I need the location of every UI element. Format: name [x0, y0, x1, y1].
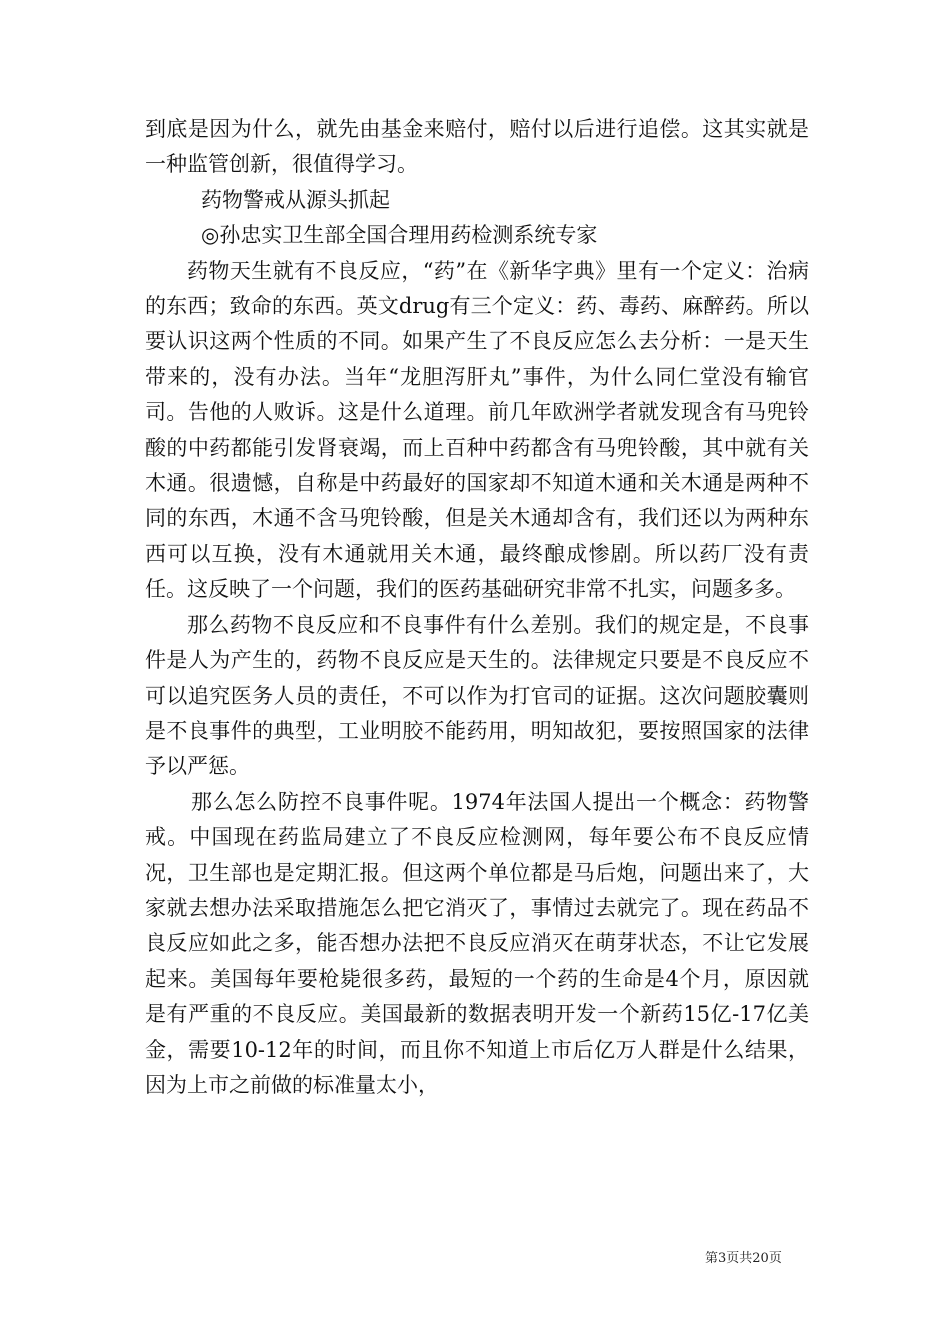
paragraph-pharmacovigilance: 那么怎么防控不良事件呢。1974年法国人提出一个概念：药物警戒。中国现在药监局建立了不良反应检测网，每年要公布不良反应情况，卫生部也是定期汇报。但这两个单位都是马后炮，问题出来了，大家就去想办法采取措施怎么把它消灭了，事情过去就完了。现在药品不良反应如此之多，能否想办法把不良反应消灭在萌芽状态，不让它发展起来。美国每年要枪毙很多药，最短的一个药的生命是4个月，原因就是有严重的不良反应。美国最新的数据表明开发一个新药15亿-17亿美金，需要10-12年的时间，而且你不知道上市后亿万人群是什么结果，因为上市之前做的标准量太小， [145, 789, 809, 1097]
paragraph-adverse-events: 那么药物不良反应和不良事件有什么差别。我们的规定是，不良事件是人为产生的，药物不良反应是天生的。法律规定只要是不良反应不可以追究医务人员的责任，不可以作为打官司的证据。这次问题胶囊则是不良事件的典型，工业明胶不能药用，明知故犯，要按照国家的法律予以严惩。 [145, 612, 809, 779]
document-body [145, 112, 809, 1103]
page-number-footer: 第3页共20页 [705, 1251, 782, 1266]
paragraph-adverse-reactions: 药物天生就有不良反应，“药”在《新华字典》里有一个定义：治病的东西；致命的东西。英文drug有三个定义：药、毒药、麻醉药。所以要认识这两个性质的不同。如果产生了不良反应怎么去分析：一是天生带来的，没有办法。当年“龙胆泻肝丸”事件，为什么同仁堂没有输官司。告他的人败诉。这是什么道理。前几年欧洲学者就发现含有马兜铃酸的中药都能引发肾衰竭，而上百种中药都含有马兜铃酸，其中就有关木通。很遗憾，自称是中药最好的国家却不知道木通和关木通是两种不同的东西，木通不含马兜铃酸，但是关木通却含有，我们还以为两种东西可以互换，没有木通就用关木通，最终酿成惨剧。所以药厂没有责任。这反映了一个问题，我们的医药基础研究非常不扎实，问题多多。 [145, 258, 809, 602]
paragraph-continuation: 到底是因为什么，就先由基金来赔付，赔付以后进行追偿。这其实就是一种监管创新，很值得学习。 [145, 117, 809, 177]
author-byline: ◎孙忠实卫生部全国合理用药检测系统专家 [201, 223, 598, 248]
section-heading: 药物警戒从源头抓起 [201, 187, 390, 212]
